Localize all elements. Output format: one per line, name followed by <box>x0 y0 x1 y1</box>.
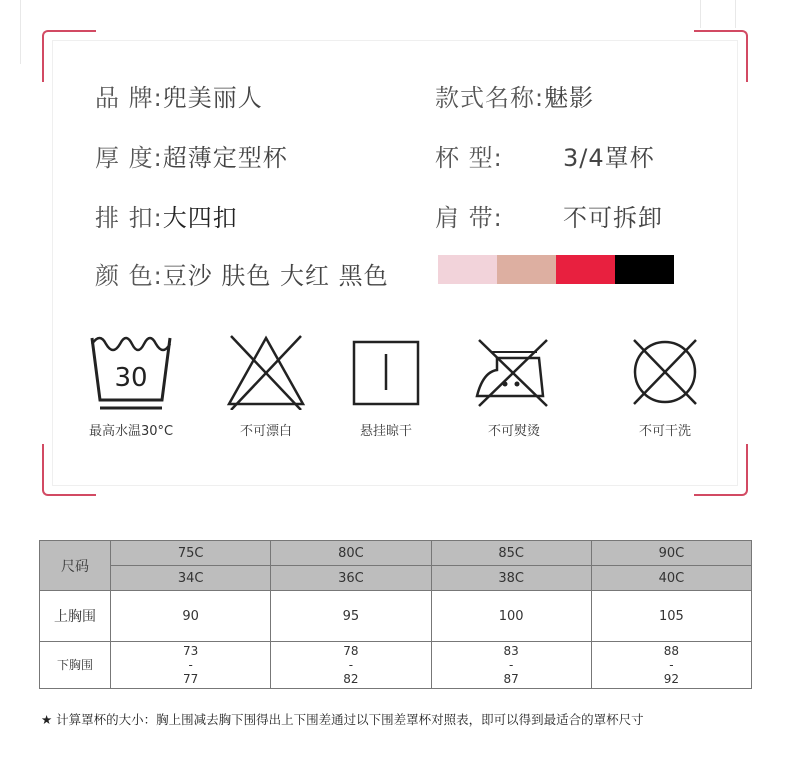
swatch-bean-paste[interactable] <box>438 255 497 284</box>
under-bust-cell <box>591 642 751 689</box>
spec-label: 杯 型: <box>435 144 503 172</box>
size-cell: 85C <box>431 541 591 566</box>
care-label: 不可干洗 <box>638 424 691 439</box>
spec-brand <box>95 78 263 113</box>
guide-line <box>700 0 701 28</box>
range-max: 87 <box>503 672 519 686</box>
wash-temp: 30 <box>114 363 148 393</box>
size-cell: 38C <box>431 566 591 591</box>
no-dry-clean-icon <box>620 330 710 410</box>
table-row <box>40 541 752 566</box>
size-cell: 75C <box>111 541 271 566</box>
spec-label: 排 扣: <box>95 204 163 232</box>
range-min: 83 <box>503 644 519 658</box>
size-table <box>39 540 752 689</box>
care-iron <box>439 330 589 439</box>
under-bust-label: 下胸围 <box>40 642 111 689</box>
upper-bust-cell: 100 <box>431 591 591 642</box>
upper-bust-cell: 90 <box>111 591 271 642</box>
upper-bust-cell: 105 <box>591 591 751 642</box>
range-max: 77 <box>182 672 199 686</box>
upper-bust-cell: 95 <box>271 591 431 642</box>
range-min: 88 <box>663 644 680 658</box>
care-label: 不可熨烫 <box>487 424 540 439</box>
sizing-note: ★ 计算罩杯的大小：胸上围减去胸下围得出上下围差通过以下围差罩杯对照表，即可以得到最适合的罩杯尺寸 <box>41 712 644 727</box>
spec-style-name <box>435 78 594 113</box>
spec-thickness <box>95 138 288 173</box>
size-cell: 36C <box>271 566 431 591</box>
table-row <box>40 566 752 591</box>
table-row <box>40 591 752 642</box>
swatch-black[interactable] <box>615 255 674 284</box>
range-min: 73 <box>182 644 199 658</box>
care-label: 最高水温30°C <box>88 424 174 439</box>
spec-clasp <box>95 198 238 233</box>
corner-bracket <box>694 444 748 496</box>
spec-label: 肩 带: <box>435 204 503 232</box>
corner-bracket <box>694 30 748 82</box>
spec-color <box>95 256 389 291</box>
size-cell: 40C <box>591 566 751 591</box>
spec-strap <box>435 198 663 233</box>
spec-label: 品 牌: <box>95 84 163 112</box>
size-header-label: 尺码 <box>40 541 111 591</box>
care-wash <box>56 330 206 439</box>
size-cell: 80C <box>271 541 431 566</box>
spec-value: 不可拆卸 <box>563 204 663 232</box>
range-sep: - <box>669 658 674 672</box>
guide-line <box>735 0 736 28</box>
range-max: 82 <box>343 672 359 686</box>
corner-bracket <box>42 444 96 496</box>
no-bleach-icon <box>221 330 311 410</box>
size-cell: 90C <box>591 541 751 566</box>
spec-cup-type <box>435 138 655 173</box>
under-bust-cell <box>271 642 431 689</box>
size-cell: 34C <box>111 566 271 591</box>
spec-value: 大四扣 <box>162 204 238 232</box>
guide-line <box>20 0 21 64</box>
spec-value: 魅影 <box>544 84 595 112</box>
spec-value: 3/4罩杯 <box>563 144 655 172</box>
wash-30-icon <box>86 330 176 410</box>
range-sep: - <box>348 658 354 672</box>
spec-value: 兜美丽人 <box>162 84 263 112</box>
spec-label: 厚 度: <box>95 144 163 172</box>
spec-value: 超薄定型杯 <box>162 144 288 172</box>
swatch-red[interactable] <box>556 255 615 284</box>
spec-label: 颜 色: <box>95 262 163 290</box>
under-bust-cell <box>431 642 591 689</box>
swatch-skin[interactable] <box>497 255 556 284</box>
range-sep: - <box>508 658 514 672</box>
spec-label: 款式名称: <box>435 84 545 112</box>
care-dry-clean <box>590 330 740 439</box>
under-bust-cell <box>111 642 271 689</box>
range-sep: - <box>188 658 193 672</box>
table-row <box>40 642 752 689</box>
range-min: 78 <box>343 644 359 658</box>
hang-dry-icon <box>341 330 431 410</box>
upper-bust-label: 上胸围 <box>40 591 111 642</box>
no-iron-icon <box>469 330 559 410</box>
corner-bracket <box>42 30 96 82</box>
care-label: 不可漂白 <box>239 424 292 439</box>
spec-value: 豆沙 肤色 大红 黑色 <box>162 262 389 290</box>
range-max: 92 <box>663 672 680 686</box>
color-swatches <box>438 255 674 284</box>
care-label: 悬挂晾干 <box>359 424 412 439</box>
